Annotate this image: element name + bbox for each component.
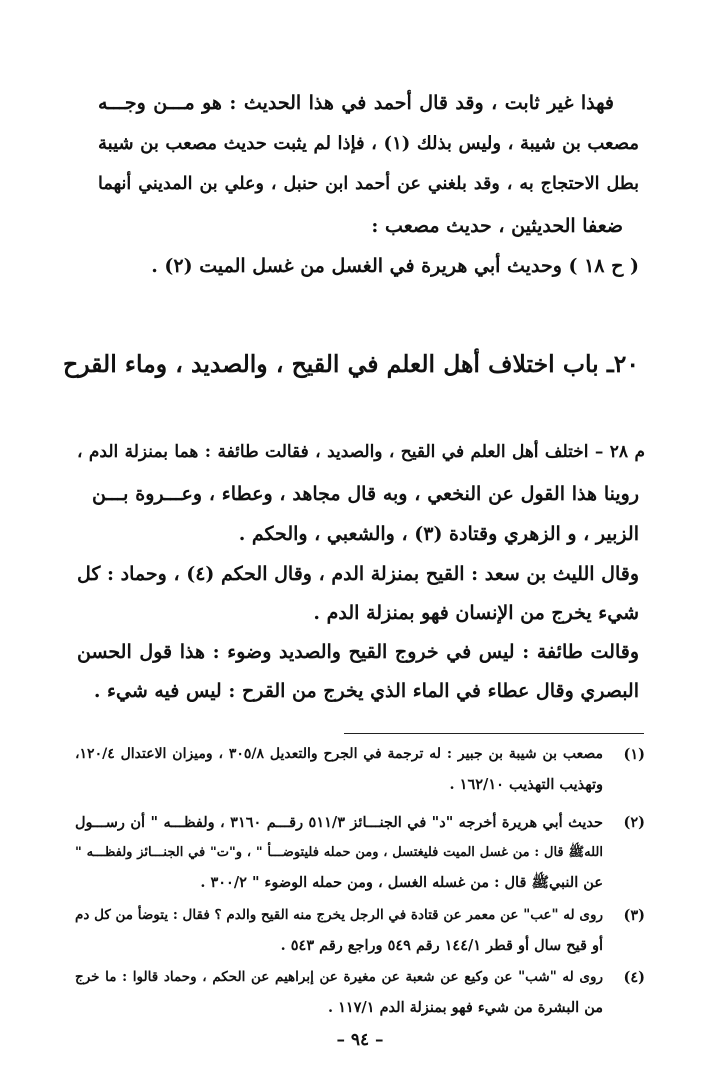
text-line: م ٢٨ – اختلف أهل العلم في القيح ، والصديد ، فقالت طائفة : هما بمنزلة الدم ، (77, 442, 645, 462)
footnote-line: وتهذيب التهذيب ١٦٢/١٠ . (449, 776, 603, 793)
footnote-number: (١) (623, 746, 645, 763)
text-line: البصري وقال عطاء في الماء الذي يخرج من القرح : ليس فيه شيء . (93, 680, 639, 702)
footnote-line: روى له "عب" عن معمر عن قتادة في الرجل يخرج منه القيح والدم ؟ فقال : يتوضأ من كل دم (75, 907, 603, 923)
footnote-number: (٤) (623, 969, 645, 986)
text-line: وقالت طائفة : ليس في خروج القيح والصديد وضوء : هذا قول الحسن (77, 641, 639, 663)
hadith-reference-line: ( ح ١٨ ) وحديث أبي هريرة في الغسل من غسل الميت (٢) . (151, 255, 639, 277)
text-line: بطل الاحتجاج به ، وقد بلغني عن أحمد ابن حنبل ، وعلي بن المديني أنهما (98, 174, 639, 194)
text-line: مصعب بن شيبة ، وليس بذلك (١) ، فإذا لم يثبت حديث مصعب بن شيبة (98, 133, 639, 154)
text-line: فهذا غير ثابت ، وقد قال أحمد في هذا الحديث : هو مـــن وجـــه (98, 92, 614, 114)
footnote-number: (٢) (623, 814, 645, 831)
footnote-line: اللهﷺ قال : من غسل الميت فليغتسل ، ومن حمله فليتوضـــأ " ، و"ت" في الجنـــائز ولفظـــه " (75, 845, 603, 860)
text-line: الزبير ، و الزهري وقتادة (٣) ، والشعبي ، والحكم . (238, 523, 639, 545)
footnote-line: عن النبيﷺ قال : من غسله الغسل ، ومن حمله الوضوء " ٣٠٠/٢ . (200, 874, 603, 891)
footnote-line: روى له "شب" عن وكيع عن شعبة عن مغيرة عن إبراهيم عن الحكم ، وحماد قالوا : ما خرج (75, 969, 603, 985)
footnote-line: أو قيح سال أو قطر ١٤٤/١ رقم ٥٤٩ وراجع رقم ٥٤٣ . (280, 937, 603, 954)
footnote-line: مصعب بن شيبة بن جبير : له ترجمة في الجرح والتعديل ٣٠٥/٨ ، وميزان الاعتدال ١٢٠/٤، (75, 746, 603, 762)
text-line: روينا هذا القول عن النخعي ، وبه قال مجاهد ، وعطاء ، وعـــروة بـــن (92, 483, 639, 505)
footnote-separator (344, 733, 644, 734)
footnote-line: حديث أبي هريرة أخرجه "د" في الجنـــائز ٥١١/٣ رقـــم ٣١٦٠ ، ولفظـــه " أن رســـول (75, 814, 603, 831)
footnote-line: من البشرة من شيء فهو بمنزلة الدم ١١٧/١ . (327, 999, 603, 1016)
text-line: ضعفا الحديثين ، حديث مصعب : (371, 215, 623, 237)
chapter-heading: ٢٠ـ باب اختلاف أهل العلم في القيح ، والصديد ، وماء القرح (63, 350, 639, 378)
text-line: وقال الليث بن سعد : القيح بمنزلة الدم ، وقال الحكم (٤) ، وحماد : كل (77, 563, 640, 585)
footnote-number: (٣) (623, 907, 645, 924)
text-line: شيء يخرج من الإنسان فهو بمنزلة الدم . (313, 602, 639, 624)
page-number: – ٩٤ – (336, 1030, 384, 1050)
